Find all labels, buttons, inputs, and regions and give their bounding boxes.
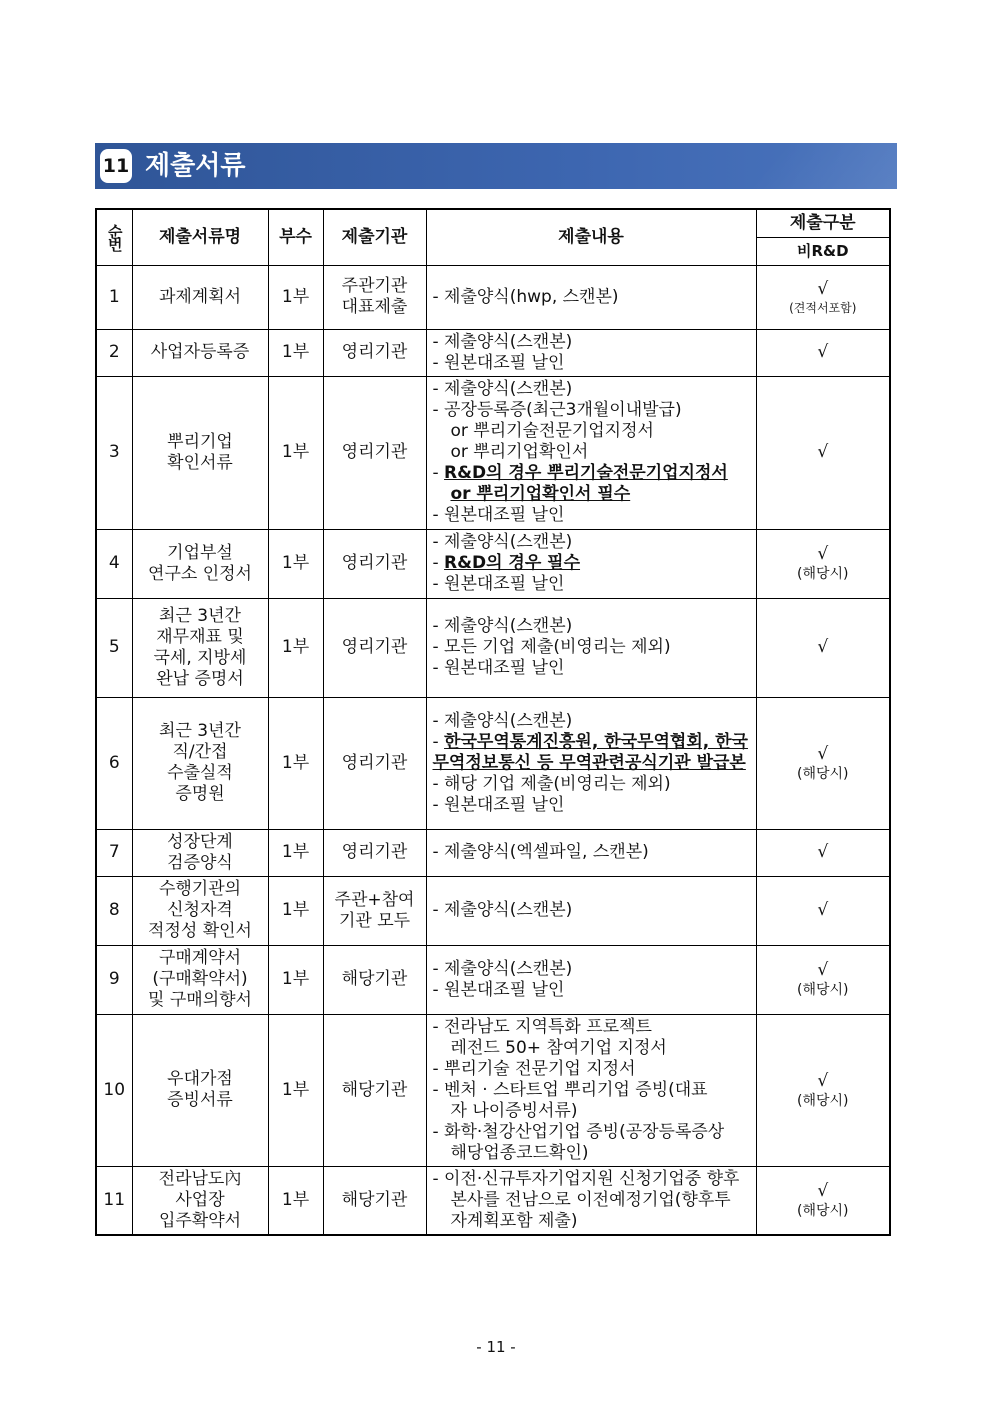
mark-note: (해당시)	[797, 1092, 849, 1109]
content-text: - 원본대조필 날인	[432, 658, 565, 678]
header-seq: 순번	[96, 209, 132, 265]
mark-note: (해당시)	[797, 566, 849, 582]
content-line	[433, 1143, 750, 1164]
row-document-name	[132, 1014, 268, 1166]
header-category-sub: 비R&D	[756, 237, 890, 265]
row-category-mark	[756, 945, 890, 1014]
content-line	[433, 287, 750, 308]
row-copies: 1부	[268, 376, 323, 529]
content-text: - 해당 기업 제출(비영리는 제외)	[432, 773, 671, 794]
content-text: - 원본대조필 날인	[432, 979, 565, 1000]
row-document-name	[132, 265, 268, 329]
row-document-name	[132, 697, 268, 829]
content-line	[433, 753, 750, 774]
content-text: 해당업종코드확인)	[450, 1142, 589, 1163]
table-row	[96, 829, 890, 876]
content-emphasis: R&D의 경우 필수	[444, 553, 581, 573]
row-content	[426, 697, 756, 829]
table-row	[96, 876, 890, 945]
table-row	[96, 945, 890, 1014]
content-text: -	[432, 463, 445, 483]
content-text: 본사를 전남으로 이전예정기업(향후투	[450, 1189, 731, 1210]
content-line	[433, 1169, 750, 1190]
document-name-line: 구매계약서	[158, 948, 242, 968]
mark-note: (해당시)	[797, 982, 849, 998]
content-text: -	[432, 553, 445, 573]
content-text: 자계획포함 제출)	[450, 1210, 578, 1231]
row-document-name	[132, 1166, 268, 1235]
row-seq: 2	[96, 329, 132, 376]
document-name-line: 재무재표 및	[156, 626, 244, 647]
content-text: - 제출양식(스캔본)	[432, 532, 573, 552]
row-copies: 1부	[268, 1166, 323, 1235]
content-line	[433, 842, 750, 863]
org-line: 기관 모두	[338, 910, 411, 931]
content-text: - 제출양식(스캔본)	[432, 331, 573, 352]
content-line	[433, 658, 750, 679]
content-text: - 제출양식(엑셀파일, 스캔본)	[432, 842, 649, 862]
row-document-name	[132, 945, 268, 1014]
content-text: - 제출양식(스캔본)	[432, 958, 573, 979]
org-line: 영리기관	[341, 842, 408, 862]
content-text: - 전라남도 지역특화 프로젝트	[432, 1016, 652, 1037]
content-text: - 제출양식(hwp, 스캔본)	[432, 286, 619, 307]
row-document-name	[132, 376, 268, 529]
org-line: 영리기관	[341, 342, 408, 362]
table-row	[96, 598, 890, 697]
content-line	[433, 532, 750, 553]
row-category-mark	[756, 598, 890, 697]
document-name-line: 연구소 인정서	[148, 563, 252, 584]
document-name-line: 뿌리기업	[167, 431, 233, 452]
content-line	[433, 574, 750, 595]
row-submitting-org	[323, 529, 426, 598]
content-line	[433, 1211, 750, 1232]
table-row	[96, 529, 890, 598]
row-copies: 1부	[268, 598, 323, 697]
row-submitting-org	[323, 829, 426, 876]
row-copies: 1부	[268, 876, 323, 945]
content-text: - 원본대조필 날인	[432, 505, 565, 525]
content-text: -	[432, 731, 445, 752]
header-content: 제출내용	[426, 209, 756, 265]
row-content	[426, 1014, 756, 1166]
org-line: 해당기관	[341, 969, 408, 989]
row-submitting-org	[323, 697, 426, 829]
row-category-mark	[756, 1166, 890, 1235]
content-text: 자 나이증빙서류)	[450, 1100, 578, 1121]
row-seq: 7	[96, 829, 132, 876]
content-text: - 모든 기업 제출(비영리는 제외)	[432, 637, 671, 657]
row-document-name	[132, 529, 268, 598]
content-line	[433, 1059, 750, 1080]
content-text: - 이전·신규투자기업지원 신청기업중 향후	[432, 1168, 740, 1189]
row-content	[426, 876, 756, 945]
check-mark: √	[817, 842, 829, 862]
content-line	[433, 637, 750, 658]
check-mark: √	[817, 960, 829, 980]
row-submitting-org	[323, 1014, 426, 1166]
content-line	[433, 732, 750, 753]
content-text: 레전드 50+ 참여기업 지정서	[450, 1037, 667, 1058]
row-category-mark	[756, 329, 890, 376]
content-line	[433, 463, 750, 484]
check-mark: √	[817, 743, 829, 764]
org-line: 주관+참여	[334, 889, 415, 910]
content-text: - 화학·철강산업기업 증빙(공장등록증상	[432, 1121, 725, 1142]
content-line	[433, 795, 750, 816]
row-copies: 1부	[268, 829, 323, 876]
document-name-line: (구매확약서)	[152, 969, 248, 989]
row-copies: 1부	[268, 697, 323, 829]
document-name-line: 수행기관의	[158, 879, 242, 899]
content-line	[433, 980, 750, 1001]
row-copies: 1부	[268, 529, 323, 598]
row-seq: 11	[96, 1166, 132, 1235]
org-line: 영리기관	[341, 752, 408, 773]
org-line: 대표제출	[341, 297, 408, 317]
document-name-line: 및 구매의향서	[148, 990, 252, 1010]
document-name-line: 신청자격	[167, 900, 233, 920]
content-text: or 뿌리기술전문기업지정서	[450, 421, 654, 441]
org-line: 영리기관	[341, 442, 408, 462]
row-submitting-org	[323, 876, 426, 945]
row-seq: 3	[96, 376, 132, 529]
row-seq: 6	[96, 697, 132, 829]
content-emphasis: 한국무역통계진흥원, 한국무역협회, 한국	[444, 731, 748, 752]
row-seq: 10	[96, 1014, 132, 1166]
content-emphasis: or 뿌리기업확인서 필수	[450, 484, 631, 504]
content-text: - 원본대조필 날인	[432, 352, 565, 373]
document-name-line: 입주확약서	[158, 1210, 242, 1231]
row-seq: 1	[96, 265, 132, 329]
content-line	[433, 442, 750, 463]
document-name-line: 성장단계	[167, 831, 233, 852]
document-name-line: 직/간접	[172, 742, 228, 762]
check-mark: √	[817, 1180, 829, 1201]
org-line: 주관기관	[341, 276, 408, 296]
row-document-name	[132, 829, 268, 876]
content-text: - 원본대조필 날인	[432, 574, 565, 594]
row-seq: 5	[96, 598, 132, 697]
org-line: 해당기관	[341, 1079, 408, 1100]
row-content	[426, 598, 756, 697]
document-name-line: 기업부설	[167, 542, 233, 563]
check-mark: √	[817, 900, 829, 920]
content-line	[433, 1101, 750, 1122]
content-text: - 원본대조필 날인	[432, 794, 565, 815]
section-banner	[95, 143, 897, 189]
check-mark: √	[817, 278, 829, 299]
document-name-line: 사업자등록증	[150, 342, 250, 362]
row-seq: 9	[96, 945, 132, 1014]
header-category: 제출구분	[756, 209, 890, 237]
mark-note: (해당시)	[797, 1202, 849, 1219]
row-seq: 8	[96, 876, 132, 945]
content-line	[433, 1038, 750, 1059]
content-text: or 뿌리기업확인서	[450, 442, 589, 462]
document-name-line: 증빙서류	[167, 1090, 233, 1110]
row-submitting-org	[323, 1166, 426, 1235]
page-number: - 11 -	[476, 1338, 516, 1356]
content-line	[433, 484, 750, 505]
row-copies: 1부	[268, 1014, 323, 1166]
row-category-mark	[756, 697, 890, 829]
row-submitting-org	[323, 598, 426, 697]
content-text: - 뿌리기술 전문기업 지정서	[432, 1058, 636, 1079]
content-text: - 제출양식(스캔본)	[432, 900, 573, 920]
table-row	[96, 697, 890, 829]
document-name-line: 전라남도內	[158, 1168, 242, 1189]
row-content	[426, 529, 756, 598]
content-line	[433, 1080, 750, 1101]
row-category-mark	[756, 529, 890, 598]
row-content	[426, 945, 756, 1014]
document-name-line: 검증양식	[167, 852, 233, 873]
section-number-badge: 11	[100, 149, 132, 183]
table-row	[96, 1166, 890, 1235]
mark-note: (견적서포함)	[789, 300, 857, 315]
content-line	[433, 711, 750, 732]
document-name-line: 우대가점	[167, 1069, 233, 1089]
check-mark: √	[817, 1070, 829, 1091]
row-seq: 4	[96, 529, 132, 598]
content-text: - 제출양식(스캔본)	[432, 616, 573, 636]
row-content	[426, 329, 756, 376]
content-text: - 공장등록증(최근3개월이내발급)	[432, 400, 682, 420]
row-category-mark	[756, 1014, 890, 1166]
document-name-line: 최근 3년간	[159, 605, 241, 626]
table-row	[96, 329, 890, 376]
content-emphasis: 무역정보통신 등 무역관련공식기관 발급본	[432, 752, 746, 773]
content-line	[433, 353, 750, 374]
check-mark: √	[817, 442, 829, 462]
content-text: - 제출양식(스캔본)	[432, 379, 573, 399]
document-name-line: 수출실적	[167, 763, 233, 783]
document-name-line: 과제계획서	[158, 286, 242, 307]
table-row	[96, 376, 890, 529]
row-copies: 1부	[268, 329, 323, 376]
row-submitting-org	[323, 376, 426, 529]
row-content	[426, 376, 756, 529]
org-line: 해당기관	[341, 1189, 408, 1210]
content-emphasis: R&D의 경우 뿌리기술전문기업지정서	[444, 463, 728, 483]
content-line	[433, 774, 750, 795]
content-line	[433, 553, 750, 574]
table-row	[96, 1014, 890, 1166]
row-category-mark	[756, 829, 890, 876]
row-document-name	[132, 598, 268, 697]
row-content	[426, 829, 756, 876]
banner-decoration	[748, 143, 897, 189]
row-submitting-org	[323, 265, 426, 329]
row-copies: 1부	[268, 945, 323, 1014]
content-line	[433, 332, 750, 353]
content-text: - 제출양식(스캔본)	[432, 710, 573, 731]
section-title: 제출서류	[145, 151, 246, 181]
row-content	[426, 265, 756, 329]
content-line	[433, 616, 750, 637]
submission-documents-table	[95, 208, 891, 1236]
document-name-line: 사업장	[175, 1189, 225, 1210]
org-line: 영리기관	[341, 637, 408, 657]
row-category-mark	[756, 876, 890, 945]
content-line	[433, 1190, 750, 1211]
header-name: 제출서류명	[132, 209, 268, 265]
row-submitting-org	[323, 329, 426, 376]
header-copies: 부수	[268, 209, 323, 265]
row-category-mark	[756, 376, 890, 529]
content-line	[433, 1122, 750, 1143]
document-name-line: 증명원	[175, 784, 225, 804]
content-line	[433, 400, 750, 421]
check-mark: √	[817, 637, 829, 657]
content-line	[433, 379, 750, 400]
document-name-line: 국세, 지방세	[153, 647, 247, 668]
mark-note: (해당시)	[797, 765, 849, 782]
row-category-mark	[756, 265, 890, 329]
table-row	[96, 265, 890, 329]
org-line: 영리기관	[341, 553, 408, 573]
row-document-name	[132, 876, 268, 945]
content-line	[433, 421, 750, 442]
check-mark: √	[817, 342, 829, 362]
document-name-line: 확인서류	[167, 452, 233, 473]
document-name-line: 적정성 확인서	[148, 921, 252, 941]
content-text: - 벤처 · 스타트업 뿌리기업 증빙(대표	[432, 1079, 708, 1100]
content-line	[433, 505, 750, 526]
document-name-line: 완납 증명서	[156, 668, 244, 689]
content-line	[433, 959, 750, 980]
header-org: 제출기관	[323, 209, 426, 265]
row-submitting-org	[323, 945, 426, 1014]
row-content	[426, 1166, 756, 1235]
row-copies: 1부	[268, 265, 323, 329]
content-line	[433, 900, 750, 921]
check-mark: √	[817, 544, 829, 564]
document-name-line: 최근 3년간	[159, 721, 241, 741]
row-document-name	[132, 329, 268, 376]
content-line	[433, 1017, 750, 1038]
